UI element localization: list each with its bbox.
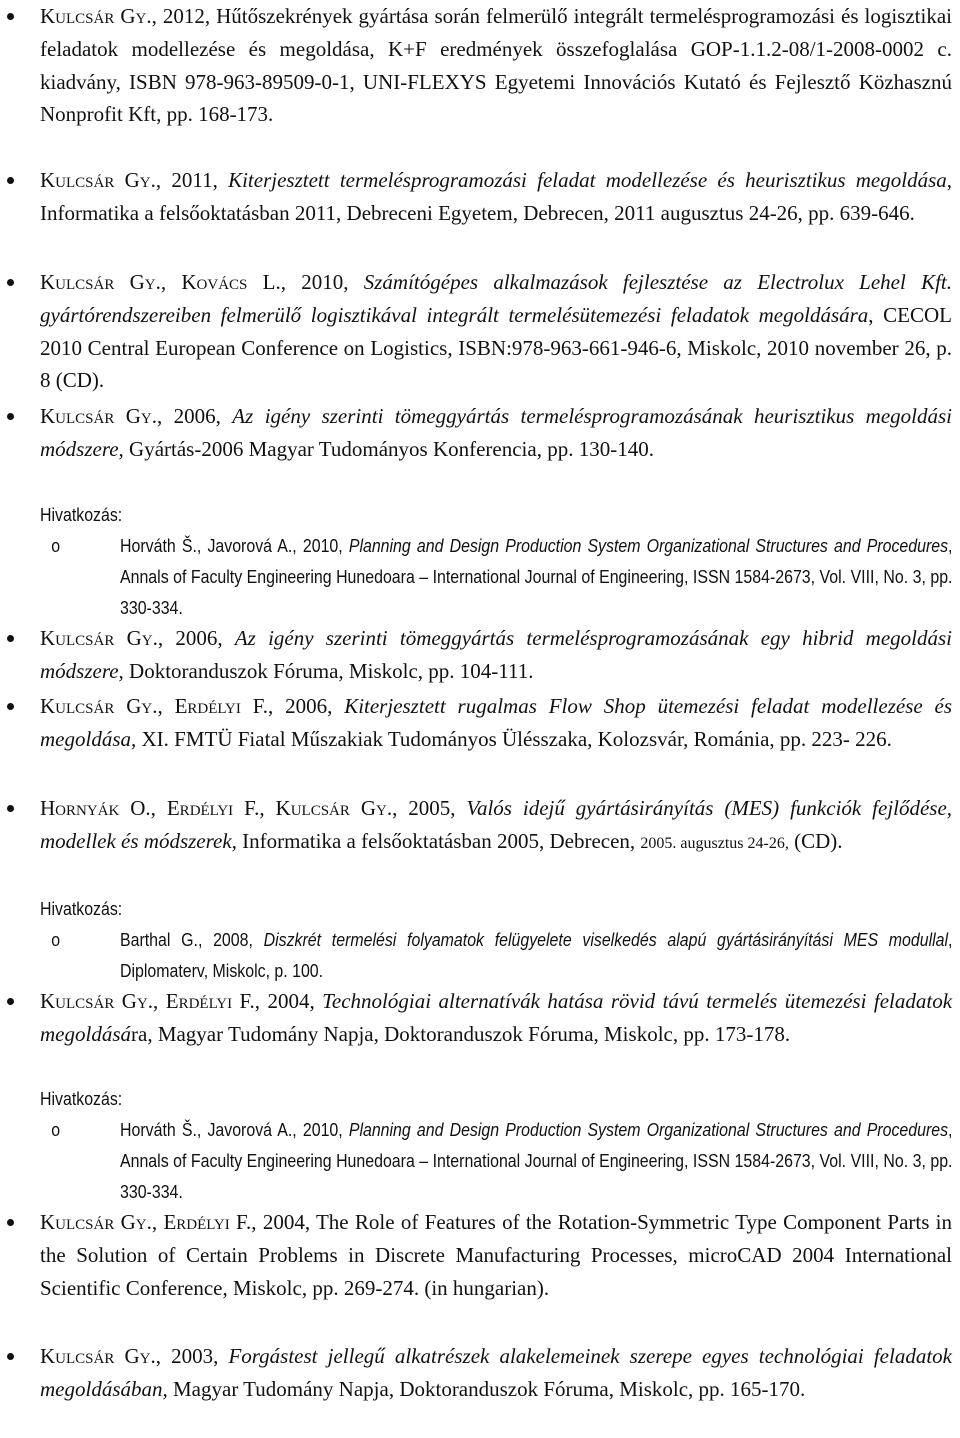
bullet-icon: [7, 413, 14, 420]
publication-entry: Kulcsár Gy., 2006, Az igény szerinti tömeggyártás termelésprogramozásának egy hibrid megoldási módszere, Doktoranduszok Fóruma, Miskolc, pp. 104-111.: [40, 622, 952, 688]
publication-entry: Hornyák O., Erdélyi F., Kulcsár Gy., 2005, Valós idejű gyártásirányítás (MES) funkciók fejlődése, modellek és módszerek, Informatika a felsőoktatásban 2005, Debrecen, 2005. augusztus 24-26, (CD).: [40, 792, 952, 861]
publication-entry: Kulcsár Gy., 2011, Kiterjesztett termelésprogramozási feladat modellezése és heurisztikus megoldása, Informatika a felsőoktatásban 2011, Debreceni Egyetem, Debrecen, 2011 augusztus 24-26, pp. 639-646.: [40, 164, 952, 230]
author: Hornyák O.: [40, 796, 151, 820]
entry-text: , 2012, Hűtőszekrények gyártása során felmerülő integrált termelésprogramozási és logisztikai feladatok modellezése és megoldása, K+F eredmények összefoglalása GOP-1.1.2-08/1-2008-0002 c. kiadvány, ISBN 978-963-89509-0-1, UNI-FLEXYS Egyetemi Innovációs Kutató és Fejlesztő Közhasznú Nonprofit Kft, pp. 168-173.: [40, 4, 952, 127]
bullet-icon: [7, 177, 14, 184]
publication-entry: Kulcsár Gy., Kovács L., 2010, Számítógépes alkalmazások fejlesztése az Electrolux Lehel Kft. gyártórendszereiben felmerülő logisztikával integrált termelésütemezési feladatok megoldására, CECOL 2010 Central European Conference on Logistics, ISBN:978-963-661-946-6, Miskolc, 2010 november 26, p. 8 (CD).: [40, 266, 952, 397]
coauthor: Erdélyi F.: [165, 989, 255, 1013]
coauthor: Erdélyi F.: [174, 694, 268, 718]
author: Kulcsár Gy.: [40, 168, 156, 192]
bullet-icon: [7, 13, 14, 20]
bullet-icon: [7, 703, 14, 710]
author: Kulcsár Gy.: [40, 989, 154, 1013]
hivatkozas-label: Hivatkozás:: [40, 1088, 123, 1109]
publication-entry: [40, 0, 952, 131]
entry-title: Az igény szerinti tömeggyártás termelésprogramozásának egy hibrid megoldási módszere,: [40, 626, 952, 683]
author: Kulcsár Gy.: [40, 1344, 156, 1368]
citation-entry: o Horváth Š., Javorová A., 2010, Planning and Design Production System Organizational Structures and Procedures, Annals of Faculty Engineering Hunedoara – International Journal of Engineering, ISSN 1584-2673, Vol. VIII, No. 3, pp. 330-334.: [120, 1114, 952, 1207]
list-marker: o: [51, 535, 61, 556]
author: Kulcsár Gy.: [40, 270, 161, 294]
entry-title: Az igény szerinti tömeggyártás termelésprogramozásának heurisztikus megoldási módszere,: [40, 404, 953, 461]
coauthor: Erdélyi F.: [163, 1210, 252, 1234]
entry-title: Kiterjesztett termelésprogramozási feladat modellezése és heurisztikus megoldása: [228, 168, 947, 192]
publication-entry: Kulcsár Gy., 2006, Az igény szerinti tömeggyártás termelésprogramozásának heurisztikus megoldási módszere, Gyártás-2006 Magyar Tudományos Konferencia, pp. 130-140.: [40, 400, 952, 466]
publication-entry: Kulcsár Gy., Erdélyi F., 2006, Kiterjesztett rugalmas Flow Shop ütemezési feladat modellezése és megoldása, XI. FMTÜ Fiatal Műszakiak Tudományos Ülésszaka, Kolozsvár, Románia, pp. 223- 226.: [40, 690, 952, 756]
entry-title: Valós idejű gyártásirányítás (MES) funkciók fejlődése, modellek és módszerek: [40, 796, 953, 853]
hivatkozas-label: Hivatkozás:: [40, 898, 123, 919]
hivatkozas-label: Hivatkozás:: [40, 504, 123, 525]
bullet-icon: [7, 805, 14, 812]
bullet-icon: [7, 279, 14, 286]
entry-title: Forgástest jellegű alkatrészek alakelemeinek szerepe egyes technológiai feladatok megoldásában,: [40, 1344, 952, 1401]
author: Kulcsár Gy.: [40, 404, 157, 428]
coauthor: Kovács L.: [181, 270, 281, 294]
bullet-icon: [7, 998, 14, 1005]
author: Kulcsár Gy.: [40, 694, 158, 718]
author: Kulcsár Gy.: [40, 1210, 152, 1234]
author: Kulcsár Gy.: [40, 626, 158, 650]
citation-entry: o Barthal G., 2008, Diszkrét termelési folyamatok felügyelete viselkedés alapú gyártásirányítási MES modullal, Diplomaterv, Miskolc, p. 100.: [120, 924, 952, 986]
bullet-icon: [7, 1353, 14, 1360]
entry-title: Számítógépes alkalmazások fejlesztése az Electrolux Lehel Kft. gyártórendszereiben felmerülő logisztikával integrált termelésütemezési feladatok megoldására: [40, 270, 953, 327]
list-marker: o: [51, 929, 61, 950]
bullet-icon: [7, 1219, 14, 1226]
entry-title: Technológiai alternatívák hatása rövid távú termelés ütemezési feladatok megoldásá: [40, 989, 953, 1046]
publication-entry: Kulcsár Gy., Erdélyi F., 2004, The Role of Features of the Rotation-Symmetric Type Component Parts in the Solution of Certain Problems in Discrete Manufacturing Processes, microCAD 2004 International Scientific Conference, Miskolc, pp. 269-274. (in hungarian).: [40, 1206, 952, 1304]
list-marker: o: [51, 1119, 61, 1140]
author: Kulcsár Gy.: [40, 4, 152, 28]
coauthor: Kulcsár Gy.: [275, 796, 393, 820]
bullet-icon: [7, 635, 14, 642]
publication-entry: Kulcsár Gy., Erdélyi F., 2004, Technológiai alternatívák hatása rövid távú termelés ütemezési feladatok megoldására, Magyar Tudomány Napja, Doktoranduszok Fóruma, Miskolc, pp. 173-178.: [40, 985, 952, 1051]
citation-entry: o Horváth Š., Javorová A., 2010, Planning and Design Production System Organizational Structures and Procedures, Annals of Faculty Engineering Hunedoara – International Journal of Engineering, ISSN 1584-2673, Vol. VIII, No. 3, pp. 330-334.: [120, 530, 952, 623]
publication-entry: Kulcsár Gy., 2003, Forgástest jellegű alkatrészek alakelemeinek szerepe egyes technológiai feladatok megoldásában, Magyar Tudomány Napja, Doktoranduszok Fóruma, Miskolc, pp. 165-170.: [40, 1340, 952, 1406]
coauthor: Erdélyi F.: [166, 796, 260, 820]
entry-title: Kiterjesztett rugalmas Flow Shop ütemezési feladat modellezése és megoldása,: [40, 694, 953, 751]
